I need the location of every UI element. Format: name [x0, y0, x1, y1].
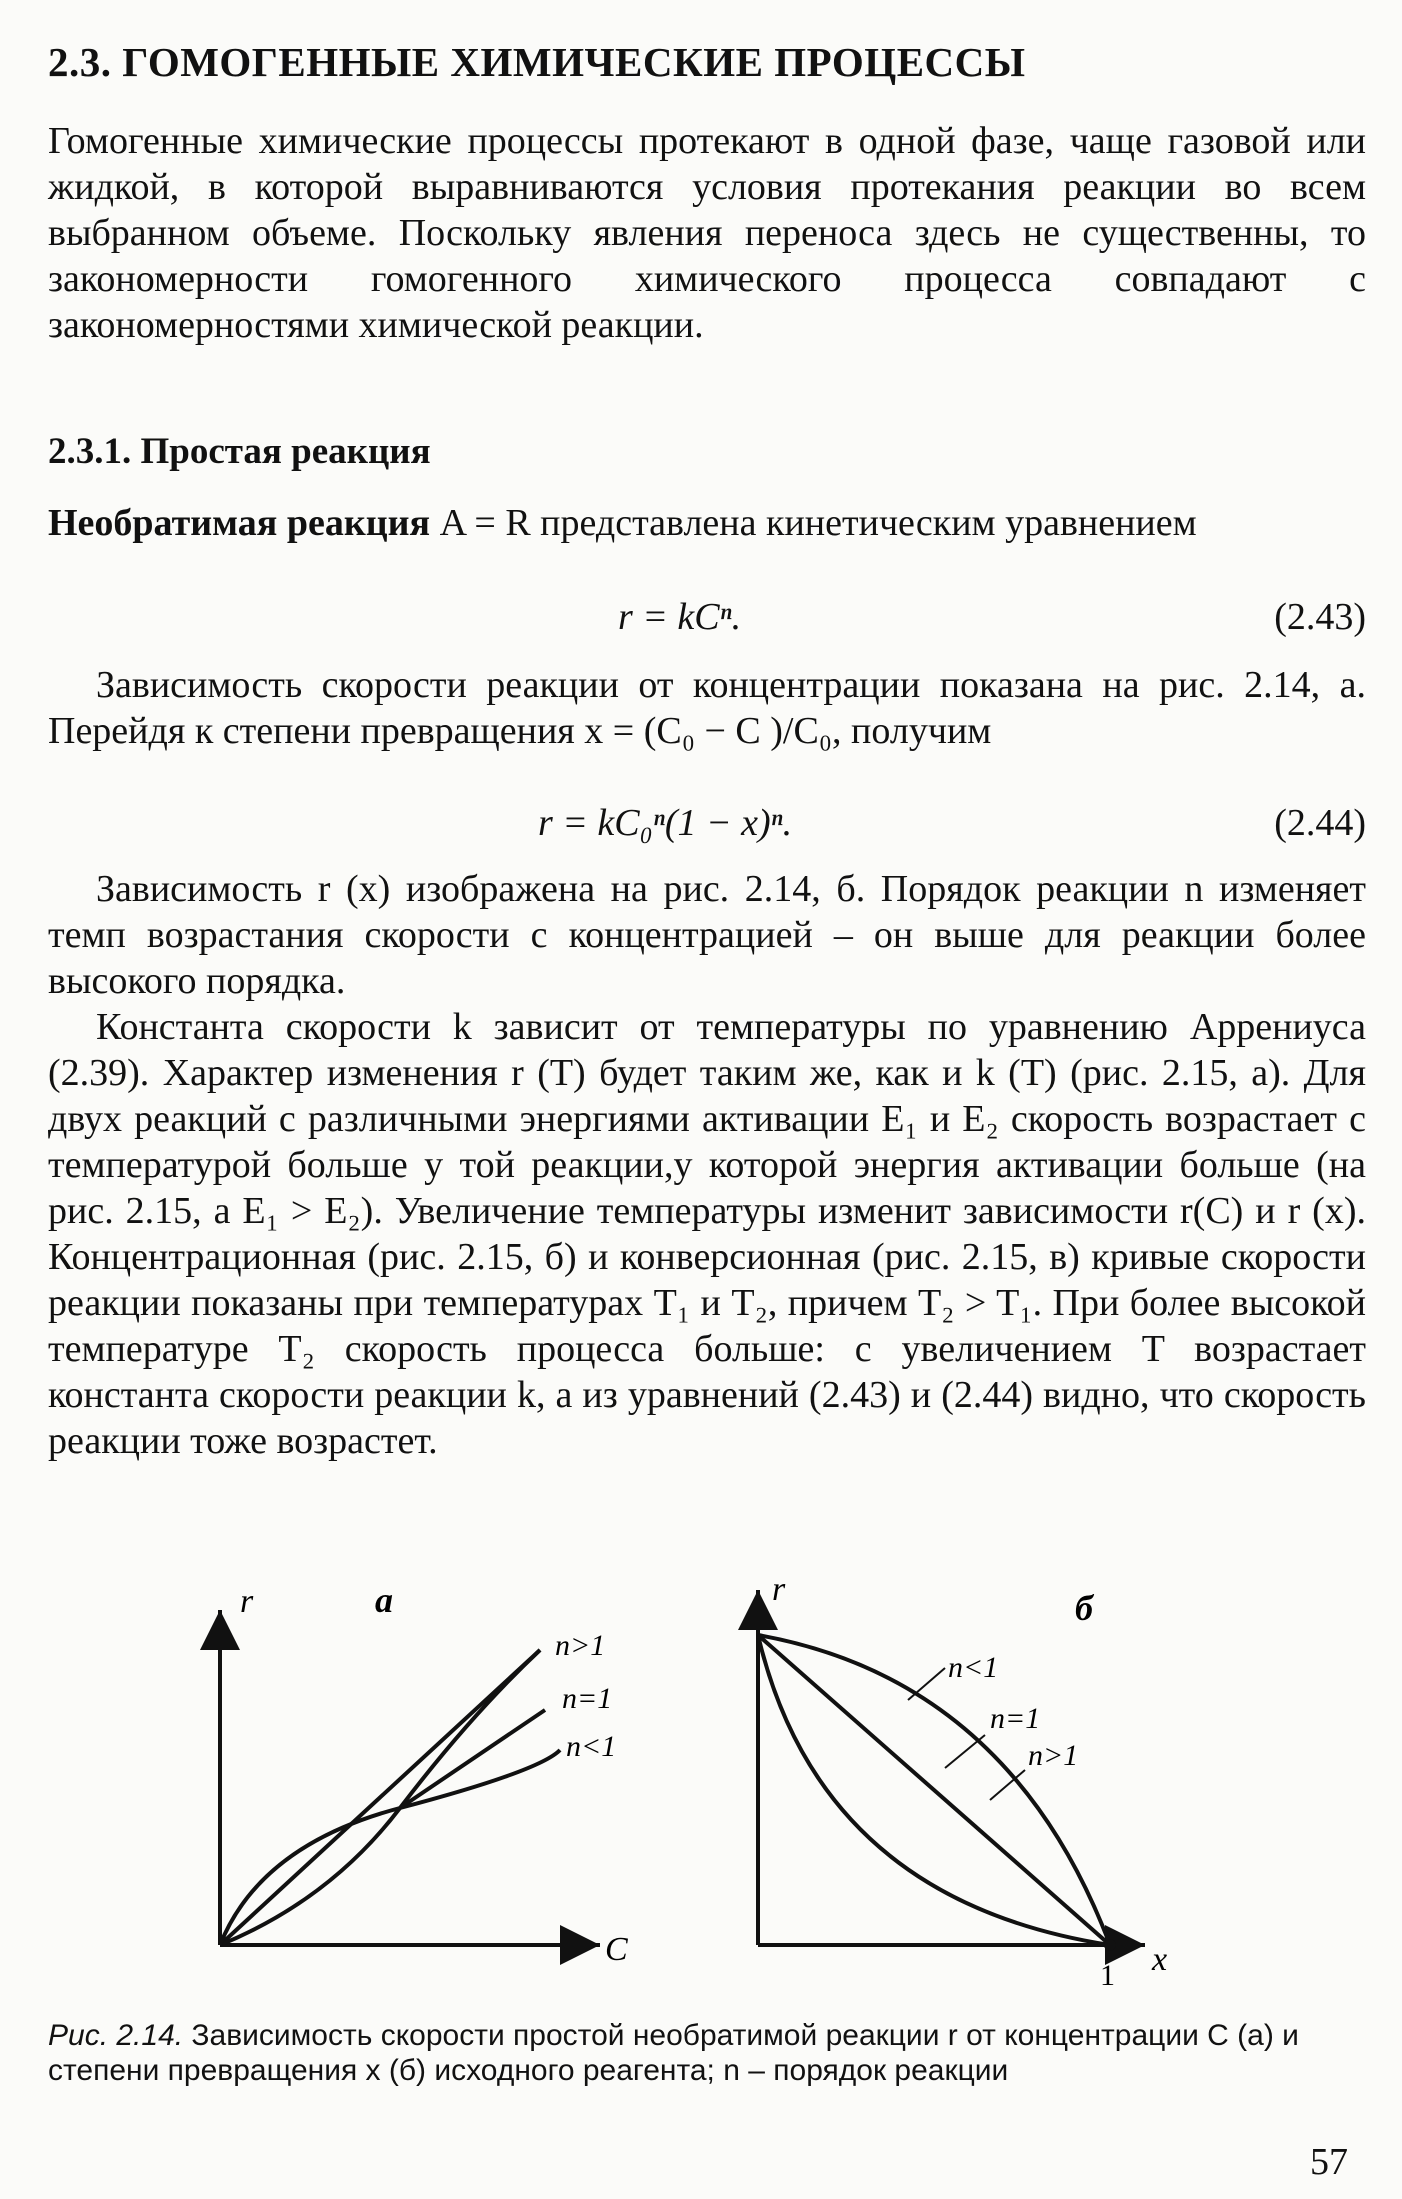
- panel-a-x-label: C: [605, 1931, 628, 1968]
- subsection-title: 2.3.1. Простая реакция: [48, 431, 431, 472]
- panel-a-label-n-equal-1: n=1: [562, 1682, 613, 1715]
- irreversible-text: A = R представлена кинетическим уравнением: [430, 502, 1197, 544]
- dependence-paragraph: Зависимость скорости реакции от концентрации показана на рис. 2.14, а. Перейдя к степени превращения x = (C₀ − C )/C₀, получим: [48, 664, 1366, 752]
- panel-a-label-n-greater-1: n>1: [555, 1629, 606, 1662]
- order-paragraph: Зависимость r (x) изображена на рис. 2.14, б. Порядок реакции n изменяет темп возрастания скорости с концентрацией – он выше для реакции более высокого порядка.: [48, 868, 1366, 1002]
- panel-b-label-n-greater-1: n>1: [1028, 1739, 1079, 1772]
- panel-b-y-label: r: [772, 1571, 786, 1608]
- page-number: 57: [1310, 2141, 1348, 2183]
- panel-b: [758, 1571, 1167, 1992]
- panel-a-label-n-less-1: n<1: [566, 1730, 617, 1763]
- panel-a-curve-n-equal-1: [220, 1650, 540, 1945]
- irreversible-term: Необратимая реакция: [48, 502, 431, 544]
- equation-2-44-formula: r = kC₀ⁿ(1 − x)ⁿ.: [538, 802, 793, 844]
- panel-b-x-tick-1: 1: [1100, 1959, 1115, 1992]
- figure-caption: [48, 2018, 1366, 2088]
- panel-b-leader-n-equal-1: [945, 1735, 985, 1768]
- panel-b-leader-n-less-1: [908, 1668, 945, 1700]
- panel-a: [220, 1580, 628, 1968]
- equation-2-43-number: (2.43): [1274, 596, 1366, 638]
- panel-b-label-n-less-1: n<1: [948, 1651, 999, 1684]
- panel-a-curve-n-less-1: [220, 1750, 560, 1945]
- equation-2-43-formula: r = kCⁿ.: [618, 596, 742, 638]
- caption-text: Зависимость скорости простой необратимой реакции r от концентрации C (а) и степени превращения x (б) исходного реагента; n – порядок реакции: [48, 2019, 1299, 2087]
- panel-b-curve-n-equal-1: [758, 1635, 1110, 1945]
- panel-a-letter: а: [375, 1580, 393, 1620]
- panel-b-end-point: [1104, 1939, 1116, 1951]
- panel-b-letter: б: [1075, 1588, 1093, 1628]
- panel-b-label-n-equal-1: n=1: [990, 1702, 1041, 1735]
- intro-paragraph: Гомогенные химические процессы протекают в одной фазе, чаще газовой или жидкой, в которой выравниваются условия протекания реакции во всем выбранном объеме. Поскольку явления переноса здесь не существенны, то закономерности гомогенного химического процесса совпадают с закономерностями химической реакции.: [48, 120, 1366, 346]
- panel-b-x-label: x: [1152, 1941, 1168, 1978]
- panel-a-y-label: r: [240, 1583, 254, 1620]
- caption-label: Рис. 2.14.: [48, 2019, 184, 2052]
- equation-2-44-number: (2.44): [1274, 802, 1366, 844]
- arrhenius-paragraph: Константа скорости k зависит от температуры по уравнению Аррениуса (2.39). Характер изменения r (T) будет таким же, как и k (T) (рис. 2.15, а). Для двух реакций с различными энергиями активации E₁ и E₂ скорость возрастает с температурой больше у той реакции,у которой энергия активации больше (на рис. 2.15, а E₁ > E₂). Увеличение температуры изменит зависимости r(C) и r (x). Концентрационная (рис. 2.15, б) и конверсионная (рис. 2.15, в) кривые скорости реакции показаны при температурах T₁ и T₂, причем T₂ > T₁. При более высокой температуре T₂ скорость процесса больше: с увеличением T возрастает константа скорости реакции k, а из уравнений (2.43) и (2.44) видно, что скорость реакции тоже возрастет.: [48, 1006, 1366, 1462]
- section-title: 2.3. ГОМОГЕННЫЕ ХИМИЧЕСКИЕ ПРОЦЕССЫ: [48, 39, 1026, 85]
